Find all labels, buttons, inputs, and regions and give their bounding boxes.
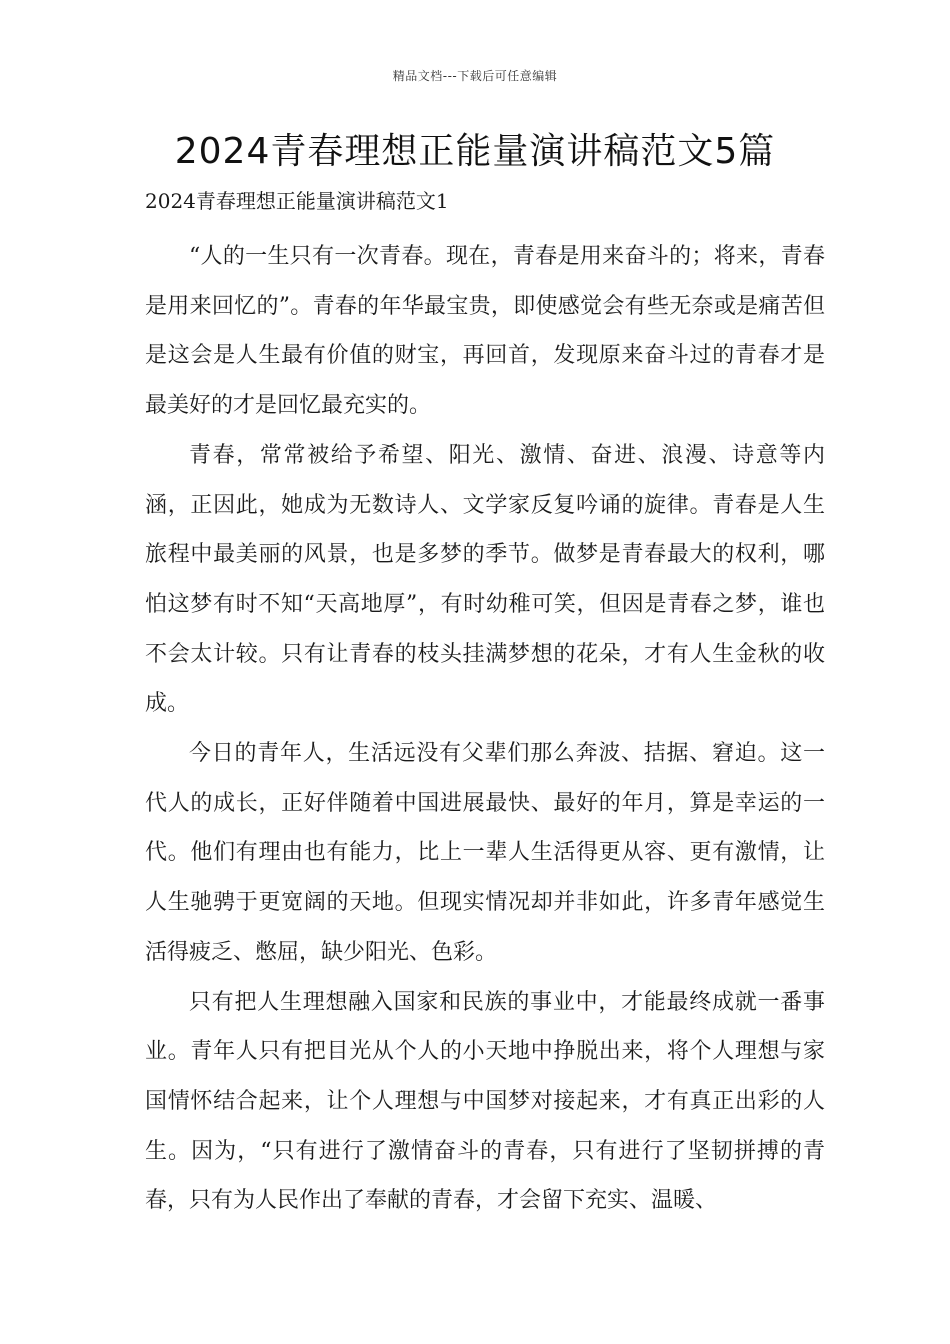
paragraph-3: 今日的青年人，生活远没有父辈们那么奔波、拮据、窘迫。这一代人的成长，正好伴随着中国进展最快、最好的年月，算是幸运的一代。他们有理由也有能力，比上一辈人生活得更从容、更有激情，让人生驰骋于更宽阔的天地。但现实情况却并非如此，许多青年感觉生活得疲乏、憋屈，缺少阳光、色彩。 [145, 741, 825, 965]
document-title: 2024青春理想正能量演讲稿范文5篇 [174, 131, 776, 172]
paragraph-1: “人的一生只有一次青春。现在，青春是用来奋斗的；将来，青春是用来回忆的”。青春的年华最宝贵，即使感觉会有些无奈或是痛苦但是这会是人生最有价值的财宝，再回首，发现原来奋斗过的青春才是最美好的才是回忆最充实的。 [145, 244, 825, 419]
paragraph-2: 青春，常常被给予希望、阳光、激情、奋进、浪漫、诗意等内涵，正因此，她成为无数诗人、文学家反复吟诵的旋律。青春是人生旅程中最美丽的风景，也是多梦的季节。做梦是青春最大的权利，哪怕这梦有时不知“天高地厚”，有时幼稚可笑，但因是青春之梦，谁也不会太计较。只有让青春的枝头挂满梦想的花朵，才有人生金秋的收成。 [145, 442, 825, 717]
paragraph-4: 只有把人生理想融入国家和民族的事业中，才能最终成就一番事业。青年人只有把目光从个人的小天地中挣脱出来，将个人理想与家国情怀结合起来，让个人理想与中国梦对接起来，才有真正出彩的人生。因为，“只有进行了激情奋斗的青春，只有进行了坚韧拼搏的青春，只有为人民作出了奉献的青春，才会留下充实、温暖、 [145, 989, 825, 1214]
document-body [145, 232, 825, 1226]
section-subtitle: 2024青春理想正能量演讲稿范文1 [145, 189, 449, 213]
header-note: 精品文档---下载后可任意编辑 [392, 69, 558, 83]
